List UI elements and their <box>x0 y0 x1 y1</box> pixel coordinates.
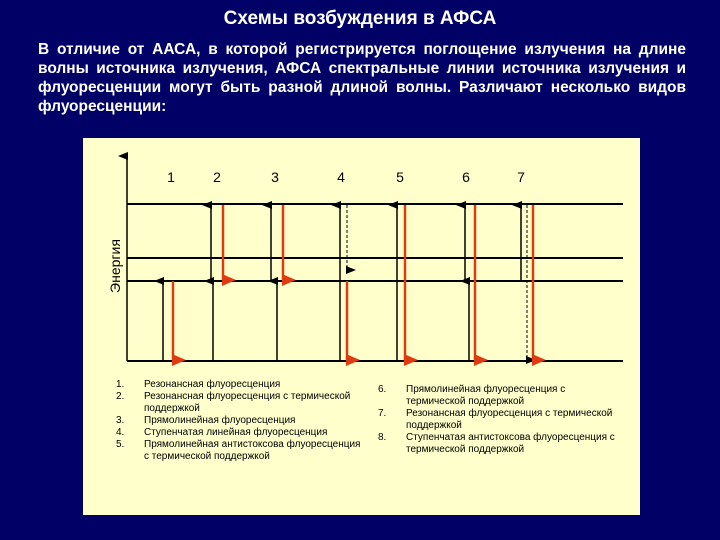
scheme-1 <box>163 281 173 360</box>
legend-item <box>378 384 618 408</box>
legend-left <box>116 379 366 463</box>
column-number-7: 7 <box>517 169 525 185</box>
scheme-6 <box>465 205 475 360</box>
legend-item <box>116 379 366 391</box>
legend-text: Резонансная флуоресценция <box>144 379 281 390</box>
legend-text: Ступенчатая антистоксова флуоресценция с термической поддержкой <box>406 432 615 455</box>
legend-item <box>116 391 366 415</box>
legend-item <box>378 432 618 456</box>
legend-text: Прямолинейная антистоксова флуоресценция с термической поддержкой <box>144 439 361 462</box>
legend-text: Резонансная флуоресценция с термической поддержкой <box>144 391 351 414</box>
intro-text: В отличие от ААСА, в которой регистрируется поглощение излучения на длине волны источника излучения, АФСА спектральные линии источника излучения и флуоресценции могут быть разной длиной волны. Различают несколько видов флуоресценции: <box>38 41 686 115</box>
legend-number: 8. <box>378 432 387 443</box>
legend-text: Прямолинейная флуоресценция с термической поддержкой <box>406 384 566 407</box>
column-number-1: 1 <box>167 169 175 185</box>
legend-number: 4. <box>116 427 125 438</box>
scheme-7 <box>521 205 533 360</box>
legend-text: Ступенчатая линейная флуоресценция <box>144 427 328 438</box>
page-title: Схемы возбуждения в АФСА <box>223 8 497 29</box>
legend-number: 1. <box>116 379 125 390</box>
energy-axis-label: Энергия <box>107 239 123 293</box>
legend-item <box>116 415 366 427</box>
legend-number: 6. <box>378 384 387 395</box>
column-number-3: 3 <box>271 169 279 185</box>
scheme-2 <box>211 205 223 360</box>
legend-item <box>116 439 366 463</box>
column-number-4: 4 <box>337 169 345 185</box>
legend-item <box>116 427 366 439</box>
legend-number: 5. <box>116 439 125 450</box>
column-number-6: 6 <box>462 169 470 185</box>
column-number-5: 5 <box>396 169 404 185</box>
scheme-4 <box>340 205 347 360</box>
column-number-2: 2 <box>213 169 221 185</box>
scheme-3 <box>271 205 283 360</box>
legend-number: 2. <box>116 391 125 402</box>
scheme-5 <box>397 205 405 360</box>
legend-number: 7. <box>378 408 387 419</box>
legend-right <box>378 384 618 456</box>
legend-text: Прямолинейная флуоресценция <box>144 415 296 426</box>
legend-item <box>378 408 618 432</box>
legend-number: 3. <box>116 415 125 426</box>
legend-text: Резонансная флуоресценция с термической поддержкой <box>406 408 613 431</box>
